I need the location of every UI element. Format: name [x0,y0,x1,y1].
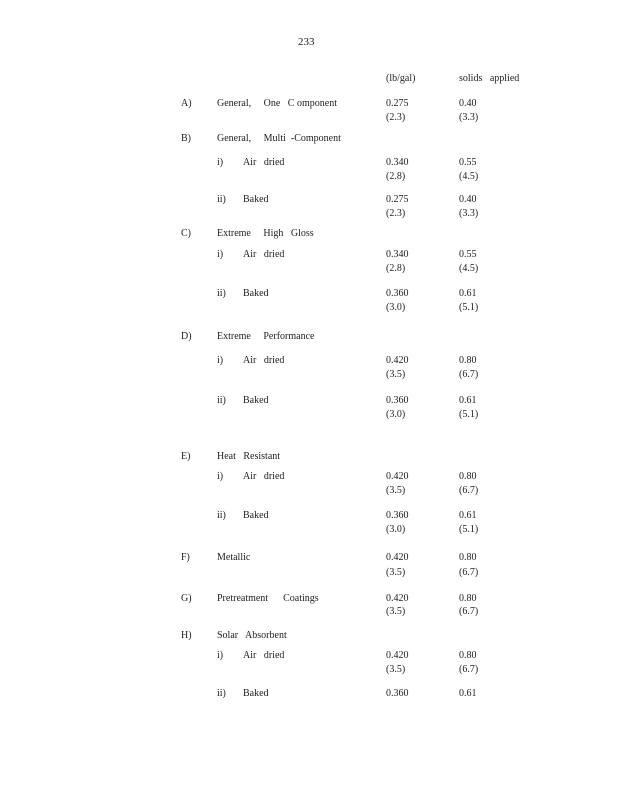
value-solids: 0.61 [459,510,477,521]
category-letter: G) [181,593,192,604]
value-lb-gal-alt: (3.0) [386,524,406,535]
value-lb-gal: 0.420 [386,593,409,604]
subcategory-number: ii) [217,395,226,406]
value-solids: 0.40 [459,194,477,205]
value-solids-alt: (3.3) [459,112,479,123]
value-lb-gal: 0.420 [386,552,409,563]
category-letter: E) [181,451,191,462]
value-lb-gal: 0.275 [386,194,409,205]
subcategory-number: ii) [217,688,226,699]
value-solids: 0.80 [459,471,477,482]
value-lb-gal: 0.360 [386,510,409,521]
category-name: Pretreatment Coatings [217,593,319,604]
category-name: Metallic [217,552,251,563]
value-solids-alt: (5.1) [459,409,479,420]
category-letter: H) [181,630,192,641]
subcategory-name: Baked [243,194,269,205]
subcategory-name: Air dried [243,249,285,260]
category-name: Extreme High Gloss [217,228,314,239]
category-name: Solar Absorbent [217,630,287,641]
value-solids: 0.61 [459,288,477,299]
subcategory-number: i) [217,355,224,366]
column-header-lb-gal: (lb/gal) [386,73,416,84]
value-lb-gal-alt: (3.5) [386,664,406,675]
value-solids-alt: (4.5) [459,171,479,182]
category-letter: B) [181,133,191,144]
value-solids: 0.80 [459,593,477,604]
value-solids-alt: (6.7) [459,567,479,578]
subcategory-name: Baked [243,288,269,299]
category-name: Heat Resistant [217,451,281,462]
value-lb-gal: 0.420 [386,471,409,482]
value-solids-alt: (3.3) [459,208,479,219]
value-lb-gal: 0.420 [386,355,409,366]
value-lb-gal-alt: (2.3) [386,112,406,123]
value-solids-alt: (6.7) [459,606,479,617]
subcategory-name: Baked [243,395,269,406]
subcategory-number: i) [217,249,224,260]
subcategory-name: Air dried [243,157,285,168]
value-lb-gal: 0.420 [386,650,409,661]
category-name: General, One C omponent [217,98,337,109]
value-solids-alt: (6.7) [459,664,479,675]
value-solids: 0.55 [459,249,477,260]
value-lb-gal-alt: (2.3) [386,208,406,219]
value-solids-alt: (6.7) [459,485,479,496]
subcategory-number: i) [217,471,224,482]
value-lb-gal-alt: (3.0) [386,302,406,313]
value-solids: 0.55 [459,157,477,168]
value-solids: 0.61 [459,688,477,699]
column-header-solids-applied: solids applied [459,73,520,84]
value-lb-gal-alt: (2.8) [386,263,406,274]
value-lb-gal-alt: (3.5) [386,567,406,578]
value-lb-gal: 0.360 [386,288,409,299]
subcategory-number: ii) [217,288,226,299]
category-letter: F) [181,552,190,563]
value-solids-alt: (5.1) [459,524,479,535]
subcategory-name: Air dried [243,471,285,482]
value-lb-gal-alt: (3.5) [386,485,406,496]
value-solids-alt: (6.7) [459,369,479,380]
value-solids-alt: (4.5) [459,263,479,274]
value-lb-gal: 0.360 [386,688,409,699]
value-lb-gal: 0.360 [386,395,409,406]
subcategory-number: i) [217,650,224,661]
value-solids: 0.80 [459,650,477,661]
subcategory-name: Air dried [243,650,285,661]
category-letter: C) [181,228,191,239]
value-solids-alt: (5.1) [459,302,479,313]
value-solids: 0.40 [459,98,477,109]
value-lb-gal-alt: (3.5) [386,369,406,380]
subcategory-name: Baked [243,688,269,699]
value-solids: 0.80 [459,355,477,366]
value-solids: 0.80 [459,552,477,563]
value-lb-gal: 0.340 [386,157,409,168]
value-lb-gal-alt: (2.8) [386,171,406,182]
subcategory-number: i) [217,157,224,168]
value-lb-gal: 0.275 [386,98,409,109]
value-lb-gal: 0.340 [386,249,409,260]
category-name: Extreme Performance [217,331,315,342]
category-name: General, Multi -Component [217,133,341,144]
subcategory-number: ii) [217,510,226,521]
subcategory-name: Baked [243,510,269,521]
category-letter: D) [181,331,192,342]
subcategory-name: Air dried [243,355,285,366]
subcategory-number: ii) [217,194,226,205]
value-lb-gal-alt: (3.5) [386,606,406,617]
page-number: 233 [298,36,315,48]
value-solids: 0.61 [459,395,477,406]
value-lb-gal-alt: (3.0) [386,409,406,420]
category-letter: A) [181,98,192,109]
